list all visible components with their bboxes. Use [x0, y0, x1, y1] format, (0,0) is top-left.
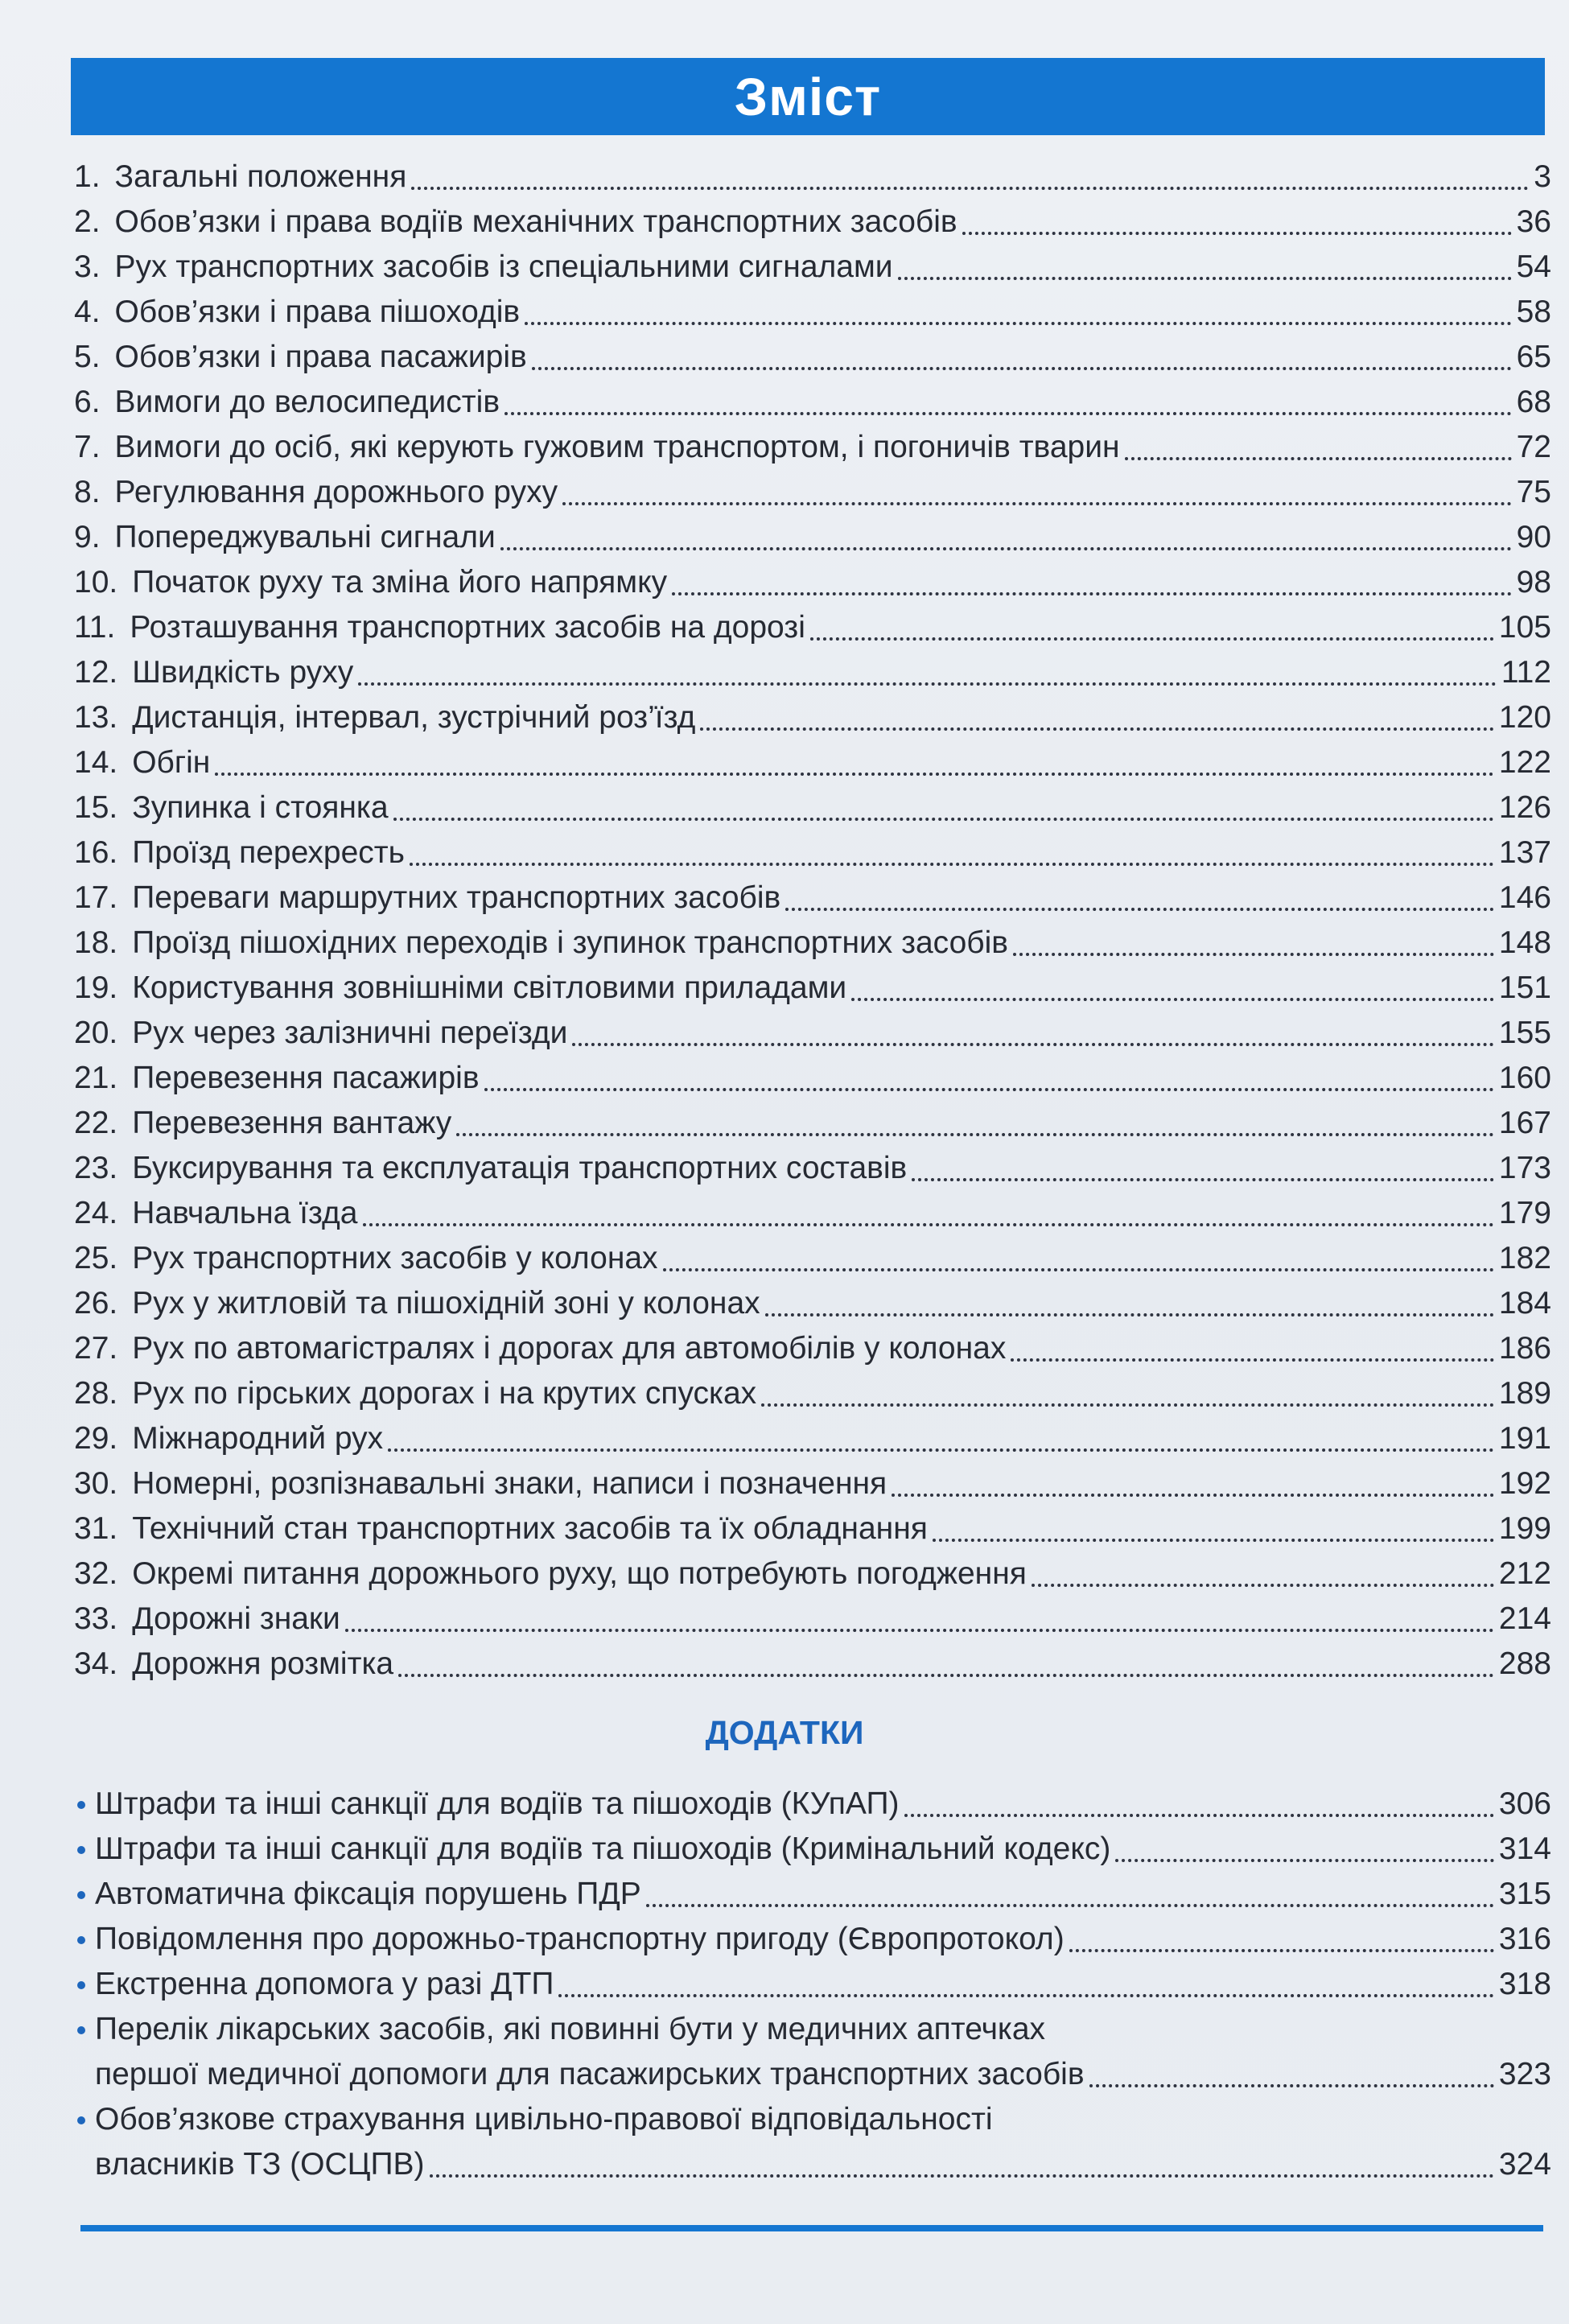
toc-entry-page: 186: [1498, 1331, 1551, 1366]
toc-entry-page: 137: [1498, 835, 1551, 870]
toc-entry-label: Рух транспортних засобів у колонах: [132, 1241, 658, 1275]
toc-entry-label: Проїзд перехресть: [132, 835, 405, 870]
toc-entry-page: 122: [1498, 745, 1551, 780]
toc-entry[interactable]: [74, 1281, 1551, 1326]
toc-entry-label: Регулювання дорожнього руху: [114, 475, 558, 509]
appendix-entry-page: 306: [1498, 1786, 1551, 1821]
toc-entry-number: 24.: [74, 1196, 118, 1230]
appendix-entry-label: Штрафи та інші санкції для водіїв та пішоходів (Кримінальний кодекс): [95, 1832, 1111, 1866]
dot-leader: [215, 773, 1494, 776]
toc-entry-number: 26.: [74, 1286, 118, 1321]
toc-entry-page: 54: [1516, 249, 1551, 284]
toc-entry-number: 22.: [74, 1106, 118, 1140]
dot-leader: [562, 502, 1512, 505]
toc-entry[interactable]: [74, 1642, 1551, 1687]
toc-entry-number: 10.: [74, 565, 118, 600]
toc-entry[interactable]: [74, 785, 1551, 830]
toc-entry-page: 146: [1498, 880, 1551, 915]
appendix-entry-first-line[interactable]: [95, 2097, 1551, 2142]
toc-entry-number: 16.: [74, 835, 118, 870]
dot-leader: [393, 818, 1494, 821]
toc-entry-page: 189: [1498, 1376, 1551, 1411]
toc-entry[interactable]: [74, 515, 1551, 560]
appendix-entry[interactable]: [95, 1782, 1551, 1827]
toc-entry-label: Рух транспортних засобів із спеціальними сигналами: [114, 249, 893, 284]
toc-entry[interactable]: [74, 740, 1551, 785]
title-bar: [71, 58, 1545, 135]
appendix-entry-label: власників ТЗ (ОСЦПВ): [95, 2147, 425, 2182]
toc-entry-page: 120: [1498, 700, 1551, 735]
bullet-icon: [77, 1981, 85, 1989]
dot-leader: [663, 1268, 1494, 1271]
toc-entry[interactable]: [74, 1371, 1551, 1416]
toc-entry[interactable]: [74, 830, 1551, 876]
toc-entry-label: Рух через залізничні переїзди: [132, 1016, 568, 1050]
toc-entry-page: 58: [1516, 295, 1551, 329]
toc-entry-page: 179: [1498, 1196, 1551, 1230]
dot-leader: [504, 412, 1512, 415]
toc-entry-label: Рух по гірських дорогах і на крутих спусках: [132, 1376, 757, 1411]
dot-leader: [904, 1814, 1494, 1817]
toc-entry-label: Перевезення пасажирів: [132, 1061, 480, 1095]
toc-entry-label: Окремі питання дорожнього руху, що потребують погодження: [132, 1556, 1027, 1591]
toc-entry[interactable]: [74, 380, 1551, 425]
toc-entry-page: 90: [1516, 520, 1551, 554]
toc-entry-number: 34.: [74, 1646, 118, 1681]
appendix-entry-first-line[interactable]: [95, 2007, 1551, 2052]
toc-entry-page: 182: [1498, 1241, 1551, 1275]
dot-leader: [1115, 1859, 1494, 1862]
appendix-entry-page: 323: [1498, 2057, 1551, 2091]
dot-leader: [672, 592, 1512, 595]
appendix-entry-page: 314: [1498, 1832, 1551, 1866]
toc-entry-label: Проїзд пішохідних переходів і зупинок транспортних засобів: [132, 925, 1009, 960]
dot-leader: [810, 637, 1494, 641]
dot-leader: [411, 187, 1529, 190]
appendix-entry-page: 318: [1498, 1967, 1551, 2001]
toc-entry-page: 126: [1498, 790, 1551, 825]
toc-entry-label: Швидкість руху: [132, 655, 354, 690]
toc-entry-number: 30.: [74, 1466, 118, 1501]
dot-leader: [500, 547, 1512, 550]
toc-entry-label: Міжнародний рух: [132, 1421, 384, 1456]
toc-entry[interactable]: [74, 200, 1551, 245]
dot-leader: [933, 1539, 1494, 1542]
appendix-entry[interactable]: [95, 1962, 1551, 2007]
toc-entry-number: 8.: [74, 475, 101, 509]
toc-entry-page: 199: [1498, 1511, 1551, 1546]
toc-entry[interactable]: [74, 1011, 1551, 1056]
toc-entry[interactable]: [74, 1236, 1551, 1281]
toc-entry-page: 112: [1501, 655, 1551, 690]
appendix-entry-label: Повідомлення про дорожньо-транспортну пригоду (Європротокол): [95, 1922, 1065, 1956]
dot-leader: [765, 1313, 1494, 1317]
bullet-icon: [77, 1846, 85, 1854]
toc-entry-number: 23.: [74, 1151, 118, 1185]
appendix-list: [95, 1782, 1551, 2187]
toc-entry-page: 98: [1516, 565, 1551, 600]
toc-entry-number: 9.: [74, 520, 101, 554]
toc-entry-label: Вимоги до осіб, які керують гужовим транспортом, і погоничів тварин: [114, 430, 1120, 464]
toc-entry-label: Навчальна їзда: [132, 1196, 358, 1230]
toc-entry-number: 14.: [74, 745, 118, 780]
dot-leader: [646, 1904, 1494, 1907]
toc-entry[interactable]: [74, 560, 1551, 605]
dot-leader: [1032, 1584, 1494, 1587]
toc-entry[interactable]: [74, 1597, 1551, 1642]
dot-leader: [363, 1223, 1494, 1226]
toc-entry[interactable]: [74, 695, 1551, 740]
toc-entry-page: 151: [1498, 970, 1551, 1005]
appendix-entry-label: першої медичної допомоги для пасажирських транспортних засобів: [95, 2057, 1085, 2091]
dot-leader: [1125, 457, 1512, 460]
toc-entry-number: 21.: [74, 1061, 118, 1095]
toc-entry-label: Рух по автомагістралях і дорогах для автомобілів у колонах: [132, 1331, 1007, 1366]
dot-leader: [761, 1403, 1494, 1407]
toc-entry-page: 68: [1516, 385, 1551, 419]
toc-entry-number: 33.: [74, 1601, 118, 1636]
toc-entry-label: Буксирування та експлуатація транспортних составів: [132, 1151, 908, 1185]
dot-leader: [1011, 1358, 1494, 1362]
toc-entry-label: Переваги маршрутних транспортних засобів: [132, 880, 781, 915]
toc-entry[interactable]: [74, 876, 1551, 921]
dot-leader: [962, 232, 1512, 235]
toc-entry-label: Обов’язки і права пішоходів: [114, 295, 521, 329]
toc-entry[interactable]: [74, 921, 1551, 966]
toc-entry[interactable]: [74, 335, 1551, 380]
toc-entry[interactable]: [74, 1416, 1551, 1461]
toc-entry-page: 75: [1516, 475, 1551, 509]
toc-entry[interactable]: [74, 1551, 1551, 1597]
bullet-icon: [77, 1801, 85, 1809]
dot-leader: [345, 1629, 1494, 1632]
dot-leader: [851, 998, 1494, 1001]
toc-entry-page: 192: [1498, 1466, 1551, 1501]
toc-entry-number: 18.: [74, 925, 118, 960]
toc-entry-number: 12.: [74, 655, 118, 690]
toc-entry-number: 20.: [74, 1016, 118, 1050]
toc-entry-number: 3.: [74, 249, 101, 284]
toc-entry[interactable]: [74, 425, 1551, 470]
toc-entry-page: 212: [1498, 1556, 1551, 1591]
toc-entry-page: 191: [1498, 1421, 1551, 1456]
toc-entry-label: Дорожні знаки: [132, 1601, 340, 1636]
toc-entry-label: Обгін: [132, 745, 211, 780]
toc-entry-label: Номерні, розпізнавальні знаки, написи і позначення: [132, 1466, 887, 1501]
dot-leader: [484, 1088, 1494, 1091]
toc-entry-label: Попереджувальні сигнали: [114, 520, 496, 554]
toc-entry-label: Користування зовнішніми світловими приладами: [132, 970, 847, 1005]
toc-entry-number: 32.: [74, 1556, 118, 1591]
toc-entry-page: 3: [1534, 159, 1551, 194]
table-of-contents: [74, 155, 1551, 1687]
toc-entry-number: 5.: [74, 340, 101, 374]
toc-entry-page: 167: [1498, 1106, 1551, 1140]
toc-entry-page: 155: [1498, 1016, 1551, 1050]
toc-entry-number: 19.: [74, 970, 118, 1005]
dot-leader: [532, 367, 1512, 370]
toc-entry-page: 65: [1516, 340, 1551, 374]
toc-entry-number: 31.: [74, 1511, 118, 1546]
toc-entry-page: 160: [1498, 1061, 1551, 1095]
toc-entry-number: 2.: [74, 204, 101, 239]
dot-leader: [572, 1043, 1493, 1046]
appendix-entry-label-line1: Обов’язкове страхування цивільно-правової відповідальності: [95, 2102, 993, 2137]
toc-entry-number: 27.: [74, 1331, 118, 1366]
toc-entry-label: Рух у житловій та пішохідній зоні у колонах: [132, 1286, 760, 1321]
dot-leader: [456, 1133, 1494, 1136]
toc-entry-label: Початок руху та зміна його напрямку: [132, 565, 668, 600]
bullet-icon: [77, 1891, 85, 1899]
appendix-entry[interactable]: [95, 1827, 1551, 1872]
dot-leader: [1089, 2084, 1494, 2087]
toc-entry-number: 29.: [74, 1421, 118, 1456]
dot-leader: [525, 322, 1511, 325]
appendix-entry[interactable]: [95, 2052, 1551, 2097]
toc-entry-number: 7.: [74, 430, 101, 464]
dot-leader: [1069, 1949, 1494, 1952]
dot-leader: [912, 1178, 1494, 1181]
toc-entry[interactable]: [74, 1191, 1551, 1236]
toc-entry[interactable]: [74, 650, 1551, 695]
toc-entry-number: 1.: [74, 159, 101, 194]
toc-entry-page: 36: [1516, 204, 1551, 239]
toc-entry-label: Дистанція, інтервал, зустрічний роз’їзд: [132, 700, 696, 735]
dot-leader: [898, 277, 1512, 280]
toc-entry-number: 13.: [74, 700, 118, 735]
appendix-entry-label: Штрафи та інші санкції для водіїв та пішоходів (КУпАП): [95, 1786, 900, 1821]
dot-leader: [410, 863, 1494, 866]
toc-entry-label: Обов’язки і права водіїв механічних транспортних засобів: [114, 204, 957, 239]
appendix-title: ДОДАТКИ: [705, 1714, 864, 1751]
dot-leader: [1013, 953, 1494, 956]
toc-entry-page: 184: [1498, 1286, 1551, 1321]
toc-entry-page: 173: [1498, 1151, 1551, 1185]
dot-leader: [558, 1994, 1493, 1997]
toc-entry-label: Дорожня розмітка: [132, 1646, 394, 1681]
appendix-entry[interactable]: [95, 2142, 1551, 2187]
bullet-icon: [77, 2026, 85, 2034]
toc-entry-page: 72: [1516, 430, 1551, 464]
toc-entry-label: Розташування транспортних засобів на дорозі: [130, 610, 805, 645]
dot-leader: [398, 1674, 1494, 1677]
toc-entry-page: 148: [1498, 925, 1551, 960]
toc-entry-number: 15.: [74, 790, 118, 825]
appendix-entry[interactable]: [95, 1872, 1551, 1917]
toc-entry[interactable]: [74, 1506, 1551, 1551]
dot-leader: [700, 727, 1494, 731]
toc-entry[interactable]: [74, 290, 1551, 335]
dot-leader: [388, 1448, 1494, 1452]
toc-entry-number: 11.: [74, 610, 116, 645]
appendix-entry-label: Екстренна допомога у разі ДТП: [95, 1967, 554, 2001]
appendix-entry-page: 324: [1498, 2147, 1551, 2182]
toc-entry[interactable]: [74, 1056, 1551, 1101]
toc-entry-number: 25.: [74, 1241, 118, 1275]
toc-entry-number: 17.: [74, 880, 118, 915]
toc-entry-label: Загальні положення: [114, 159, 407, 194]
toc-entry-label: Зупинка і стоянка: [132, 790, 389, 825]
toc-entry[interactable]: [74, 470, 1551, 515]
toc-entry-label: Технічний стан транспортних засобів та їх обладнання: [132, 1511, 928, 1546]
toc-entry-number: 28.: [74, 1376, 118, 1411]
appendix-entry-page: 315: [1498, 1877, 1551, 1911]
dot-leader: [358, 682, 1497, 686]
toc-entry[interactable]: [74, 966, 1551, 1011]
bottom-divider: [80, 2225, 1543, 2231]
toc-entry[interactable]: [74, 1146, 1551, 1191]
toc-entry-number: 4.: [74, 295, 101, 329]
toc-entry-label: Вимоги до велосипедистів: [114, 385, 500, 419]
toc-entry[interactable]: [74, 605, 1551, 650]
bullet-icon: [77, 1936, 85, 1944]
toc-entry-page: 214: [1498, 1601, 1551, 1636]
toc-entry-page: 105: [1498, 610, 1551, 645]
toc-entry[interactable]: [74, 245, 1551, 290]
toc-entry[interactable]: [74, 1101, 1551, 1146]
toc-entry[interactable]: [74, 1461, 1551, 1506]
appendix-entry-page: 316: [1498, 1922, 1551, 1956]
appendix-entry-label-line1: Перелік лікарських засобів, які повинні бути у медичних аптечках: [95, 2012, 1046, 2046]
toc-entry[interactable]: [74, 155, 1551, 200]
toc-entry[interactable]: [74, 1326, 1551, 1371]
toc-entry-label: Обов’язки і права пасажирів: [114, 340, 527, 374]
bullet-icon: [77, 2116, 85, 2124]
appendix-entry-label: Автоматична фіксація порушень ПДР: [95, 1877, 641, 1911]
toc-entry-number: 6.: [74, 385, 101, 419]
dot-leader: [892, 1494, 1494, 1497]
dot-leader: [785, 908, 1494, 911]
toc-entry-page: 288: [1498, 1646, 1551, 1681]
page-title: Зміст: [734, 67, 882, 126]
appendix-entry[interactable]: [95, 1917, 1551, 1962]
dot-leader: [430, 2174, 1494, 2178]
toc-entry-label: Перевезення вантажу: [132, 1106, 452, 1140]
